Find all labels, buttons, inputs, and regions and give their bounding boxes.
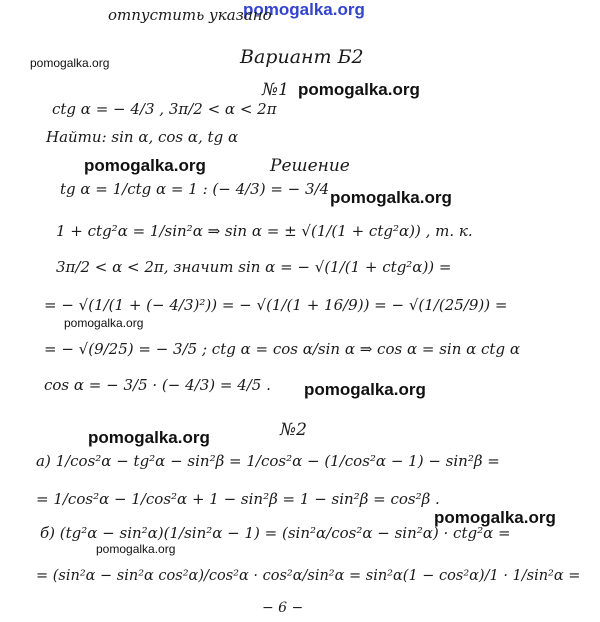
watermark: pomogalka.org	[434, 508, 556, 527]
math-line: tg α = 1/ctg α = 1 : (− 4/3) = − 3/4	[60, 180, 330, 198]
watermark: pomogalka.org	[30, 56, 110, 70]
math-line: = (sin²α − sin²α cos²α)/cos²α · cos²α/sin²α = sin²α(1 − cos²α)/1 · 1/sin²α =	[36, 568, 581, 584]
task-number: №2	[280, 420, 307, 440]
math-line: а) 1/cos²α − tg²α − sin²β = 1/cos²α − (1/cos²α − 1) − sin²β =	[36, 452, 500, 470]
page-heading: отпустить указано	[108, 6, 272, 24]
math-line: 1 + ctg²α = 1/sin²α ⇒ sin α = ± √(1/(1 + ctg²α)) , т. к.	[56, 222, 473, 240]
math-line: Найти: sin α, cos α, tg α	[46, 128, 239, 146]
solution-heading: Решение	[270, 156, 350, 176]
watermark: pomogalka.org	[64, 316, 144, 330]
math-line: = − √(9/25) = − 3/5 ; ctg α = cos α/sin α ⇒ cos α = sin α ctg α	[44, 340, 520, 358]
math-line: 3π/2 < α < 2π, значит sin α = − √(1/(1 + ctg²α)) =	[56, 258, 452, 276]
variant-title: Вариант Б2	[240, 46, 364, 68]
math-line: ctg α = − 4/3 , 3π/2 < α < 2π	[52, 100, 277, 118]
watermark: pomogalka.org	[298, 80, 420, 99]
watermark: pomogalka.org	[96, 542, 176, 556]
page-number: − 6 −	[262, 600, 304, 616]
math-line: = − √(1/(1 + (− 4/3)²)) = − √(1/(1 + 16/9)) = − √(1/(25/9)) =	[44, 296, 508, 314]
math-line: б) (tg²α − sin²α)(1/sin²α − 1) = (sin²α/cos²α − sin²α) · ctg²α =	[40, 524, 511, 542]
watermark: pomogalka.org	[84, 156, 206, 175]
watermark-top: pomogalka.org	[243, 0, 365, 19]
task-number: №1	[262, 80, 289, 100]
math-line: cos α = − 3/5 · (− 4/3) = 4/5 .	[44, 376, 271, 394]
watermark: pomogalka.org	[330, 188, 452, 207]
watermark: pomogalka.org	[304, 380, 426, 399]
watermark: pomogalka.org	[88, 428, 210, 447]
math-line: = 1/cos²α − 1/cos²α + 1 − sin²β = 1 − sin²β = cos²β .	[36, 490, 440, 508]
